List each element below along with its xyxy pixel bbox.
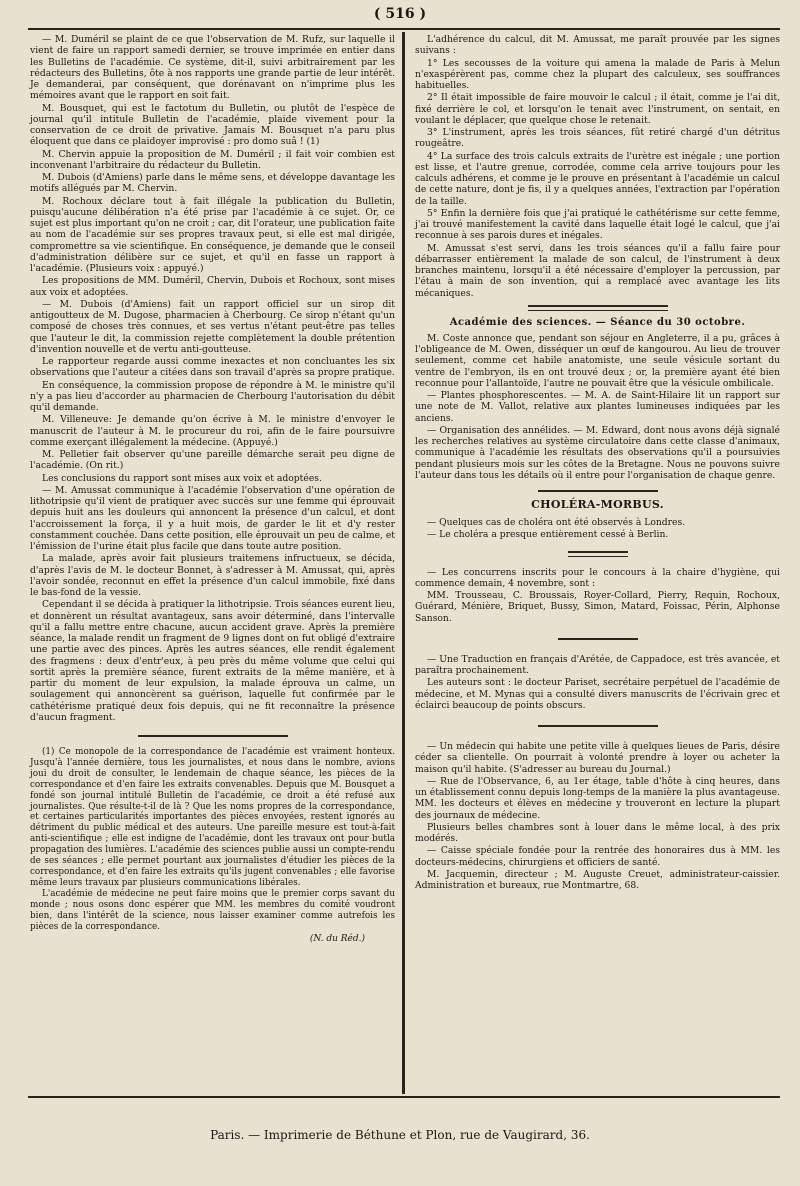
paragraph: 5° Enfin la dernière fois que j'ai pratiqué le cathétérisme sur cette femme, j'ai trouvé manifestement la cavité dans laquelle était logé le calcul, que j'ai reconnue à ses parois dures et inégales. bbox=[415, 207, 780, 242]
paragraph: — Un médecin qui habite une petite ville à quelques lieues de Paris, désire céder sa clientelle. On pourrait à volonté prendre à loyer ou acheter la maison qu'il habite. (S'adresser au bureau du Journal.) bbox=[415, 741, 780, 775]
footnote-signature: (N. du Réd.) bbox=[309, 934, 365, 945]
paragraph: — M. Duméril se plaint de ce que l'observation de M. Rufz, sur laquelle il vient de faire un rapport samedi dernier, se trouve imprimée en entier dans les Bulletins de l'académie. Ce système, dit-il, suivi arbitrairement par les rédacteurs des Bulletins, ôte à nos rapports une grande partie de leur intérêt. Je demanderai, par conséquent, que dorénavant on n'imprime plus les mémoires avant que le rapport en soit fait. bbox=[30, 34, 395, 102]
paragraph: — Une Traduction en français d'Arétée, de Cappadoce, est très avancée, et paraîtra prochainement. bbox=[415, 653, 780, 676]
paragraph: M. Bousquet, qui est le factotum du Bulletin, ou plutôt de l'espèce de journal qu'il intitule Bulletin de l'académie, plaide vivement pour la conservation de ce droit de privative. Jamais M. Bousquet n'a paru plus éloquent que dans ce plaidoyer improvisé : pro domo suâ ! (1) bbox=[30, 102, 395, 148]
section-ornament bbox=[568, 551, 628, 557]
paragraph: 2° Il était impossible de faire mouvoir le calcul ; il était, comme je l'ai dit, fixé derrière le col, et lorsqu'on le tenait avec l'instrument, on sentait, en voulant le déplacer, que quelque chose le retenait. bbox=[415, 92, 780, 126]
paragraph: — Plantes phosphorescentes. — M. A. de Saint-Hilaire lit un rapport sur une note de M. Vallot, relative aux plantes lumineuses indiquées par les anciens. bbox=[415, 390, 780, 424]
paragraph: M. Jacquemin, directeur ; M. Auguste Creuet, administrateur-caissier. Administration et bureaux, rue Montmartre, 68. bbox=[415, 868, 780, 891]
paragraph: L'adhérence du calcul, dit M. Amussat, me paraît prouvée par les signes suivans : bbox=[415, 34, 780, 57]
section-heading: Académie des sciences. — Séance du 30 octobre. bbox=[449, 316, 746, 328]
paragraph: — Les concurrens inscrits pour le concours à la chaire d'hygiène, qui commence demain, 4 novembre, sont : bbox=[415, 566, 780, 589]
paragraph: La malade, après avoir fait plusieurs traitemens infructueux, se décida, d'après l'avis de M. le docteur Bonnet, à s'adresser à M. Amussat, qui, après l'avoir sondée, reconnut en effet la présence d'un calcul immobile, fixé dans le bas-fond de la vessie. bbox=[30, 553, 395, 598]
paragraph: — Le choléra a presque entièrement cessé à Berlin. bbox=[427, 529, 669, 541]
column-divider bbox=[402, 32, 405, 1094]
header-rule bbox=[28, 28, 780, 30]
footnote-text: (1) Ce monopole de la correspondance de l'académie est vraiment honteux. Jusqu'à l'année dernière, tous les journalistes, et nous dans le nombre, avions joui du droit de consulter, le lendemain de chaque séance, les pièces de la correspondance et d'en faire les extraits convenables. Depuis que M. Bousquet a fondé son journal intitulé Bulletin de l'académie, ce droit a été refusé aux journalistes. Que résulte-t-il de là ? Que les noms propres de la correspondance, et certaines particularités importantes des pièces envoyées, restent ignorés au détriment du public médical et des auteurs. Une pareille mesure est tout-à-fait anti-scientifique ; elle est indigne de l'académie, dont les travaux ont pour butla propagation des lumières. L'académie des sciences publie aussi un compte-rendu de ses séances ; elle permet pourtant aux journalistes d'étudier les pièces de la correspondance, et d'en faire les extraits qu'ils jugent convenables ; elle favorise même leurs travaux par plusieurs communications libérales. bbox=[30, 747, 395, 888]
paragraph: MM. Trousseau, C. Broussais, Royer-Collard, Pierry, Requin, Rochoux, Guérard, Ménière, Briquet, Bussy, Simon, Matard, Foissac, Périn, Alphonse Sanson. bbox=[415, 590, 780, 624]
section-rule bbox=[538, 725, 658, 727]
paragraph: Les conclusions du rapport sont mises aux voix et adoptées. bbox=[42, 472, 322, 484]
page-number: ( 516 ) bbox=[373, 6, 427, 22]
paragraph: 1° Les secousses de la voiture qui amena la malade de Paris à Melun n'exaspérèrent pas, comme chez la plupart des calculeux, ses souffrances habituelles. bbox=[415, 57, 780, 91]
left-column bbox=[30, 34, 395, 944]
paragraph: Le rapporteur regarde aussi comme inexactes et non concluantes les six observations que l'auteur a citées dans son travail d'après sa propre pratique. bbox=[30, 356, 395, 379]
footer-rule bbox=[28, 1096, 780, 1098]
paragraph: M. Villeneuve: Je demande qu'on écrive à M. le ministre d'envoyer le manuscrit de l'auteur à M. le procureur du roi, afin de le faire poursuivre comme exerçant illégalement la médecine. (Appuyé.) bbox=[30, 414, 395, 448]
paragraph: — M. Dubois (d'Amiens) fait un rapport officiel sur un sirop dit antigoutteux de M. Dugose, pharmacien à Cherbourg. Ce sirop n'étant qu'un composé de choses très connues, et ses vertus n'étant peut-être pas telles que l'auteur le dit, la commission rejette complètement la double prétention d'invention nouvelle et de vertu anti-goutteuse. bbox=[30, 298, 395, 355]
section-ornament bbox=[528, 305, 668, 311]
paragraph: Les auteurs sont : le docteur Pariset, secrétaire perpétuel de l'académie de médecine, et M. Mynas qui a consulté divers manuscrits de l'écrivain grec et éclairci beaucoup de points obscurs. bbox=[415, 677, 780, 711]
paragraph: — M. Amussat communique à l'académie l'observation d'une opération de lithotripsie qu'il vient de pratiquer avec succès sur une femme qui éprouvait depuis huit ans les douleurs qui annoncent la présence d'un calcul, et dont l'accroissement la força, il y a huit mois, de garder le lit et d'y rester constamment couchée. Dans cette position, elle éprouvait un peu de calme, et l'émission de l'urine était plus facile que dans toute autre position. bbox=[30, 484, 395, 552]
paragraph: Plusieurs belles chambres sont à louer dans le même local, à des prix modérés. bbox=[415, 821, 780, 844]
paragraph: — Caisse spéciale fondée pour la rentrée des honoraires dus à MM. les docteurs-médecins, chirurgiens et officiers de santé. bbox=[415, 845, 780, 868]
paragraph: M. Dubois (d'Amiens) parle dans le même sens, et développe davantage les motifs allégués par M. Chervin. bbox=[30, 172, 395, 195]
paragraph: — Rue de l'Observance, 6, au 1er étage, table d'hôte à cinq heures, dans un établissement connu depuis long-temps de la manière la plus avantageuse. MM. les docteurs et élèves en médecine y trouveront en lecture la plupart des journaux de médecine. bbox=[415, 775, 780, 821]
paragraph: En conséquence, la commission propose de répondre à M. le ministre qu'il n'y a pas lieu d'accorder au pharmacien de Cherbourg l'autorisation du débit qu'il demande. bbox=[30, 379, 395, 413]
paragraph: — Quelques cas de choléra ont été observés à Londres. bbox=[427, 517, 686, 528]
section-rule bbox=[558, 638, 638, 640]
paragraph: M. Amussat s'est servi, dans les trois séances qu'il a fallu faire pour débarrasser entièrement la malade de son calcul, de l'instrument à deux branches maintenu, lorsqu'il a été nécessaire d'employer la percussion, par l'étau à main de son invention, qui a remplacé avec avantage les lits mécaniques. bbox=[415, 242, 780, 299]
footnote-rule bbox=[138, 735, 288, 737]
paragraph: M. Pelletier fait observer qu'une pareille démarche serait peu digne de l'académie. (On rit.) bbox=[30, 449, 395, 472]
paragraph: 4° La surface des trois calculs extraits de l'urètre est inégale ; une portion est lisse, et l'autre grenue, corrodée, comme cela arrive toujours pour les calculs adhérens, et comme je le prouve en présentant à l'académie un calcul de cette nature, dont je fis, il y a quelques années, l'extraction par l'opération de la taille. bbox=[415, 150, 780, 207]
paragraph: Les propositions de MM. Duméril, Chervin, Dubois et Rochoux, sont mises aux voix et adoptées. bbox=[30, 275, 395, 298]
footnote-text: L'académie de médecine ne peut faire moins que le premier corps savant du monde ; nous osons donc espérer que MM. les membres du comité voudront bien, dans l'intérêt de la science, nous laisser examiner comme autrefois les pièces de la correspondance. bbox=[30, 888, 395, 932]
paragraph: — Organisation des annélides. — M. Edward, dont nous avons déjà signalé les recherches relatives au système circulatoire dans cette classe d'animaux, communique à l'académie les résultats des observations qu'il a poursuivies pendant plusieurs mois sur les côtes de la Bretagne. Nous ne pouvons suivre l'auteur dans tous les détails où il entre pour l'organisation de chaque genre. bbox=[415, 424, 780, 481]
paragraph: Cependant il se décida à pratiquer la lithotripsie. Trois séances eurent lieu, et donnèrent un résultat avantageux, sans avoir déterminé, dans l'intervalle qu'il a fallu mettre entre chacune, aucun accident grave. Après la première séance, la malade rendit un fragment de 9 lignes dont on fut obligé d'extraire une partie avec des pinces. Après les autres séances, elle rendit également des fragmens : deux d'entr'eux, à peu près du même volume que celui qui sortit après la première séance, furent extraits de la même manière, et à partir du moment de leur expulsion, la malade éprouva un calme, un soulagement qui annoncèrent sa guérison, laquelle fut confirmée par le cathétérisme pratiqué deux fois depuis, qui ne fit reconnaître la présence d'aucun fragment. bbox=[30, 599, 395, 723]
section-heading: CHOLÉRA-MORBUS. bbox=[531, 498, 664, 511]
paragraph: M. Rochoux déclare tout à fait illégale la publication du Bulletin, puisqu'aucune délibération n'a été prise par l'académie à ce sujet. Or, ce sujet est plus important qu'on ne croit ; car, dit l'orateur, une publication faite au nom de l'académie sur ses propres travaux peut, si elle est mal dirigée, compromettre sa vie scientifique. En conséquence, je demande que le conseil d'administration délibère sur ce sujet, et qu'il en fasse un rapport à l'académie. (Plusieurs voix : appuyé.) bbox=[30, 195, 395, 274]
right-column bbox=[415, 34, 780, 892]
paragraph: 3° L'instrument, après les trois séances, fût retiré chargé d'un détritus rougeâtre. bbox=[415, 127, 780, 150]
paragraph: M. Coste annonce que, pendant son séjour en Angleterre, il a pu, grâces à l'obligeance de M. Owen, disséquer un œuf de kangourou. Au lieu de trouver seulement, comme cet habile anatomiste, une seule vésicule sortant du ventre de l'embryon, ils en ont trouvé deux ; or, la première ayant été bien reconnue pour l'allantoïde, l'autre ne pouvait être que la vésicule ombilicale. bbox=[415, 332, 780, 389]
printer-imprint: Paris. — Imprimerie de Béthune et Plon, rue de Vaugirard, 36. bbox=[210, 1128, 590, 1142]
section-rule bbox=[538, 490, 658, 492]
paragraph: M. Chervin appuie la proposition de M. Duméril ; il fait voir combien est inconvenant l'arbitraire du rédacteur du Bulletin. bbox=[30, 148, 395, 171]
